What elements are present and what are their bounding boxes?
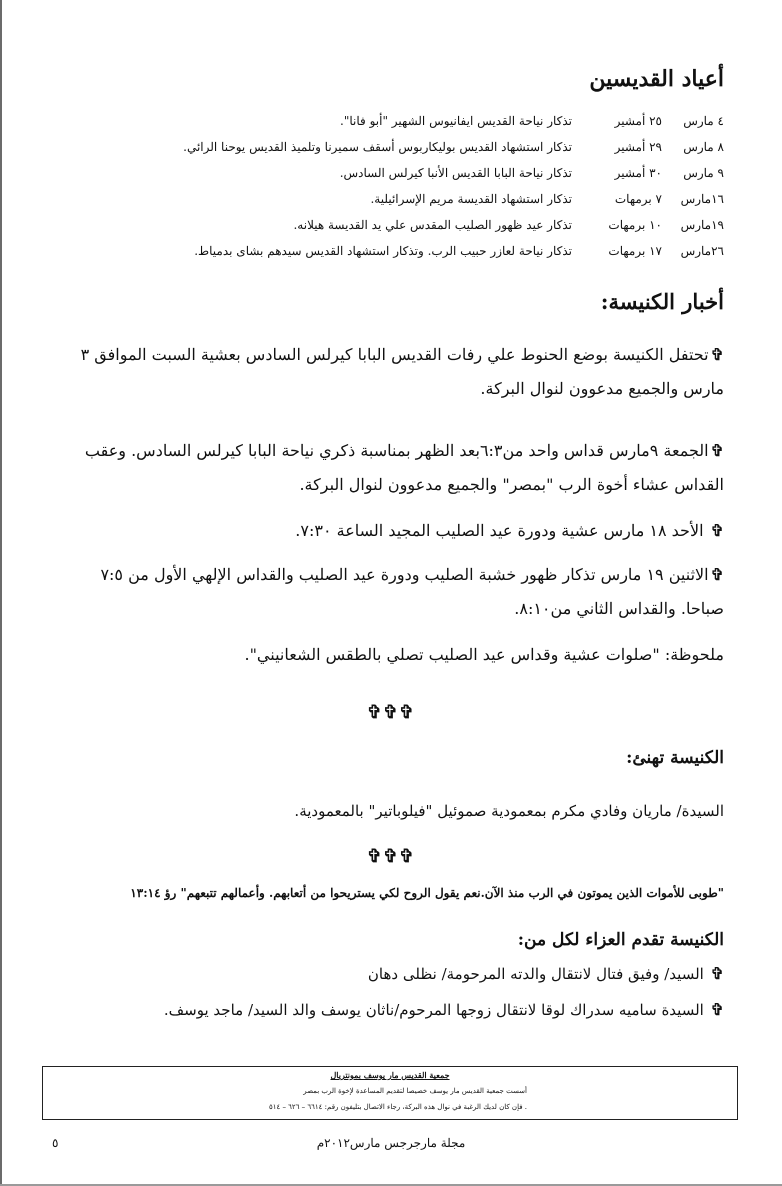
news-item [56, 338, 724, 406]
news-item [56, 434, 724, 502]
feast-coptic-date: ٢٩ أمشير [614, 140, 662, 154]
feast-date: ١٩مارس [680, 218, 724, 232]
news-item [56, 558, 724, 626]
news-note [56, 638, 724, 672]
feast-date: ٩ مارس [683, 166, 724, 180]
news-text: الاثنين ١٩ مارس تذكار ظهور خشبة الصليب ودورة عيد الصليب والقداس الإلهي الأول من ٧:٥ صباحا. والقداس الثاني من٨:١٠. [100, 565, 724, 618]
association-line: أسست جمعية القديس مار يوسف خصيصا لتقديم المساعدة لإخوة الرب بمصر [303, 1087, 527, 1095]
cross-icon: ✞ [710, 345, 724, 364]
feast-date: ٤ مارس [683, 114, 724, 128]
cross-icon: ✞ [710, 964, 724, 983]
feasts-heading: أعياد القديسين [589, 66, 724, 92]
page-number: ٥ [52, 1136, 59, 1150]
news-text: تحتفل الكنيسة بوضع الحنوط علي رفات القديس البابا كيرلس السادس بعشية السبت الموافق ٣ مارس والجميع مدعوون لنوال البركة. [80, 345, 724, 398]
feast-row [44, 108, 724, 134]
feast-row [44, 186, 724, 212]
feast-text: تذكار استشهاد القديس بوليكاربوس أسقف سميرنا وتلميذ القديس يوحنا الرائي. [183, 140, 572, 154]
magazine-footer: مجلة مارجرجس مارس٢٠١٢م [316, 1136, 466, 1150]
association-line: . فإن كان لديك الرغبة في نوال هذه البركة، رجاء الاتصال بتليفون رقم: ٦٦١٤ – ٦٢٦ – ٥١٤ [268, 1103, 527, 1111]
news-item [56, 514, 724, 548]
congrats-text: السيدة/ ماريان وفادي مكرم بمعمودية صموئيل "فيلوباتير" بالمعمودية. [294, 802, 724, 820]
feast-text: تذكار عيد ظهور الصليب المقدس علي يد القديسة هيلانه. [293, 218, 572, 232]
news-text: الأحد ١٨ مارس عشية ودورة عيد الصليب المجيد الساعة ٧:٣٠. [295, 521, 709, 540]
association-title: جمعية القديس مار يوسف بمونتريال [330, 1070, 450, 1080]
feast-text: تذكار استشهاد القديسة مريم الإسرائيلية. [370, 192, 572, 206]
page-left-edge [0, 0, 2, 1186]
cross-icon: ✞ [710, 1000, 724, 1019]
feast-coptic-date: ١٠ برمهات [608, 218, 662, 232]
bible-verse: "طوبى للأموات الذين يموتون في الرب منذ الآن.نعم يقول الروح لكي يستريحوا من أتعابهم. وأعمالهم تتبعهم" رؤ ١٣:١٤ [130, 886, 724, 900]
feast-row [44, 160, 724, 186]
condolence-item [56, 964, 724, 983]
condolence-text: السيد/ وفيق فتال لانتقال والدته المرحومة/ نظلى دهان [367, 965, 709, 983]
condolence-item [56, 1000, 724, 1019]
feast-coptic-date: ٧ برمهات [614, 192, 662, 206]
cross-icon: ✞ [710, 441, 724, 460]
feast-text: تذكار نياحة القديس ايفانيوس الشهير "أبو فانا". [340, 114, 572, 128]
association-box [42, 1066, 738, 1120]
condolence-heading: الكنيسة تقدم العزاء لكل من: [517, 930, 724, 950]
news-note-text: ملحوظة: "صلوات عشية وقداس عيد الصليب تصلي بالطقس الشعانيني". [244, 645, 724, 664]
congrats-heading: الكنيسة تهنئ: [626, 748, 724, 768]
feast-date: ١٦مارس [680, 192, 724, 206]
feast-date: ٨ مارس [683, 140, 724, 154]
news-heading: أخبار الكنيسة: [600, 289, 724, 314]
feast-coptic-date: ٣٠ أمشير [614, 166, 662, 180]
cross-icon: ✞ [710, 521, 724, 540]
feast-text: تذكار نياحة البابا القديس الأنبا كيرلس السادس. [339, 166, 572, 180]
cross-divider-icon: ✞✞✞ [366, 702, 416, 723]
feast-coptic-date: ٢٥ أمشير [614, 114, 662, 128]
feast-row [44, 238, 724, 264]
news-text: الجمعة ٩مارس قداس واحد من٦:٣بعد الظهر بمناسبة ذكري نياحة البابا كيرلس السادس. وعقب القداس عشاء أخوة الرب "بمصر" والجميع مدعوون لنوال البركة. [84, 441, 724, 494]
feast-date: ٢٦مارس [680, 244, 724, 258]
cross-divider-icon: ✞✞✞ [366, 846, 416, 867]
cross-icon: ✞ [710, 565, 724, 584]
feast-coptic-date: ١٧ برمهات [608, 244, 662, 258]
feast-row [44, 212, 724, 238]
feast-text: تذكار نياحة لعازر حبيب الرب. وتذكار استشهاد القديس سيدهم بشاى بدمياط. [194, 244, 572, 258]
feasts-list [44, 108, 724, 264]
condolence-text: السيدة ساميه سدراك لوقا لانتقال زوجها المرحوم/ناثان يوسف والد السيد/ ماجد يوسف. [163, 1001, 709, 1019]
feast-row [44, 134, 724, 160]
